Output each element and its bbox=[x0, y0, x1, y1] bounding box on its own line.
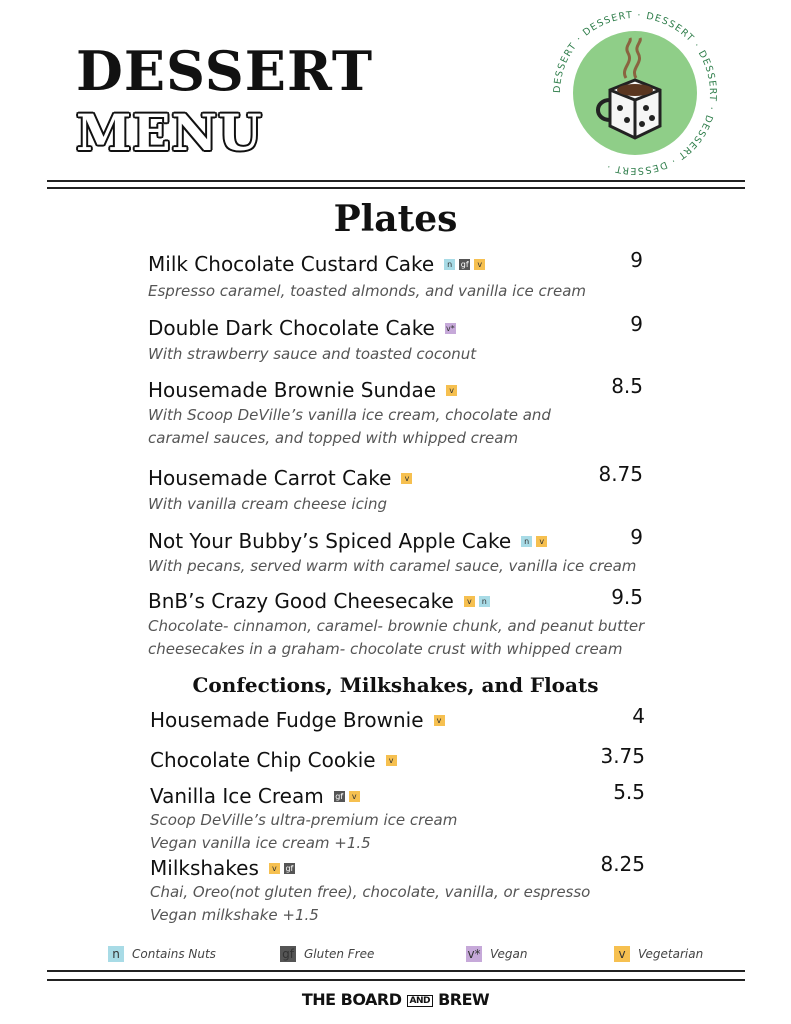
menu-item-price: 3.75 bbox=[600, 744, 645, 768]
header-divider-top bbox=[47, 180, 745, 182]
legend-label: Vegetarian bbox=[638, 947, 704, 961]
vegetarian-badge-icon: v bbox=[269, 863, 280, 874]
legend-item bbox=[466, 946, 527, 962]
legend-item bbox=[108, 946, 216, 962]
menu-item-name bbox=[148, 316, 456, 340]
menu-item-name bbox=[148, 378, 457, 402]
menu-item-title: Not Your Bubby’s Spiced Apple Cake bbox=[148, 529, 512, 553]
gluten-free-badge-icon: gf bbox=[335, 791, 344, 801]
menu-item-price: 4 bbox=[632, 704, 645, 728]
menu-item-description: cheesecakes in a graham- chocolate crust with whipped cream bbox=[148, 640, 623, 658]
menu-item-description: Scoop DeVille’s ultra-premium ice cream bbox=[150, 811, 458, 829]
vegetarian-badge-icon: v bbox=[446, 385, 457, 396]
nuts-badge-icon: n bbox=[521, 536, 532, 547]
vegetarian-badge-icon: v bbox=[464, 596, 475, 607]
brand-brew: BREW bbox=[438, 990, 490, 1009]
vegetarian-badge-icon: v bbox=[434, 715, 445, 726]
footer-divider-top bbox=[47, 970, 745, 972]
menu-item-description: With Scoop DeVille’s vanilla ice cream, chocolate and bbox=[148, 406, 551, 424]
vegetarian-badge-icon: v bbox=[614, 946, 630, 962]
vegetarian-badge-icon: v bbox=[349, 791, 360, 802]
menu-item-title: Milk Chocolate Custard Cake bbox=[148, 252, 435, 276]
menu-item-name bbox=[148, 589, 490, 613]
legend-label: Gluten Free bbox=[304, 947, 375, 961]
vegan-badge-icon: v* bbox=[467, 947, 481, 961]
vegetarian-badge-icon: v bbox=[401, 473, 412, 484]
menu-item-name bbox=[150, 748, 397, 772]
menu-item-description: Chai, Oreo(not gluten free), chocolate, vanilla, or espresso bbox=[150, 883, 591, 901]
menu-item-title: BnB’s Crazy Good Cheesecake bbox=[148, 589, 454, 613]
vegetarian-badge-icon: v bbox=[386, 755, 397, 766]
menu-item-price: 9.5 bbox=[611, 585, 643, 609]
menu-item-description: Vegan vanilla ice cream +1.5 bbox=[150, 834, 371, 852]
vegan-badge-icon: v* bbox=[446, 323, 455, 333]
menu-item-price: 8.25 bbox=[600, 852, 645, 876]
menu-item-description: With pecans, served warm with caramel sauce, vanilla ice cream bbox=[148, 557, 637, 575]
brand-and: AND bbox=[407, 995, 433, 1007]
menu-item-price: 9 bbox=[630, 525, 643, 549]
gluten-free-badge-icon: gf bbox=[460, 259, 469, 269]
title-dessert: DESSERT bbox=[76, 39, 374, 103]
nuts-badge-icon: n bbox=[444, 259, 455, 270]
legend-label: Vegan bbox=[490, 947, 528, 961]
menu-item-price: 8.5 bbox=[611, 374, 643, 398]
menu-item-name bbox=[148, 466, 412, 490]
legend-item bbox=[614, 946, 703, 962]
vegetarian-badge-icon: v bbox=[474, 259, 485, 270]
menu-item-description: Espresso caramel, toasted almonds, and vanilla ice cream bbox=[148, 282, 587, 300]
menu-item-title: Housemade Carrot Cake bbox=[148, 466, 392, 490]
legend-label: Contains Nuts bbox=[132, 947, 216, 961]
menu-item-name bbox=[150, 856, 295, 880]
menu-item-name bbox=[148, 252, 485, 276]
menu-item-name bbox=[150, 708, 445, 732]
gluten-free-badge-icon: gf bbox=[280, 946, 296, 962]
brand-the-board: THE BOARD bbox=[301, 990, 402, 1009]
menu-item-description: Vegan milkshake +1.5 bbox=[150, 906, 319, 924]
board-and-brew-logo bbox=[0, 990, 791, 1009]
menu-item-price: 9 bbox=[630, 312, 643, 336]
nuts-badge-icon: n bbox=[108, 946, 124, 962]
dessert-logo bbox=[550, 8, 720, 178]
vegetarian-badge-icon: v bbox=[536, 536, 547, 547]
nuts-badge-icon: n bbox=[479, 596, 490, 607]
menu-item-name bbox=[150, 784, 360, 808]
legend-item bbox=[280, 946, 374, 962]
menu-item-title: Chocolate Chip Cookie bbox=[150, 748, 376, 772]
section-title-confections: Confections, Milkshakes, and Floats bbox=[192, 673, 599, 697]
menu-item-title: Housemade Fudge Brownie bbox=[150, 708, 424, 732]
menu-item-title: Vanilla Ice Cream bbox=[150, 784, 324, 808]
menu-item-description: With vanilla cream cheese icing bbox=[148, 495, 388, 513]
menu-item-price: 5.5 bbox=[613, 780, 645, 804]
footer-divider-bottom bbox=[47, 979, 745, 981]
menu-item-title: Double Dark Chocolate Cake bbox=[148, 316, 435, 340]
menu-item-description: caramel sauces, and topped with whipped cream bbox=[148, 429, 519, 447]
title-menu: MENU bbox=[76, 103, 263, 162]
menu-item-title: Housemade Brownie Sundae bbox=[148, 378, 437, 402]
menu-item-title: Milkshakes bbox=[150, 856, 259, 880]
logo-ring-text: DESSERT · DESSERT · DESSERT · DESSERT · DESSERT · DESSERT · bbox=[551, 9, 719, 177]
menu-item-price: 8.75 bbox=[598, 462, 643, 486]
menu-item-description: With strawberry sauce and toasted coconut bbox=[148, 345, 477, 363]
menu-item-description: Chocolate- cinnamon, caramel- brownie chunk, and peanut butter bbox=[148, 617, 645, 635]
gluten-free-badge-icon: gf bbox=[285, 863, 294, 873]
menu-item-name bbox=[148, 529, 547, 553]
section-title-plates: Plates bbox=[333, 198, 458, 240]
header-divider-bottom bbox=[47, 187, 745, 189]
menu-item-price: 9 bbox=[630, 248, 643, 272]
